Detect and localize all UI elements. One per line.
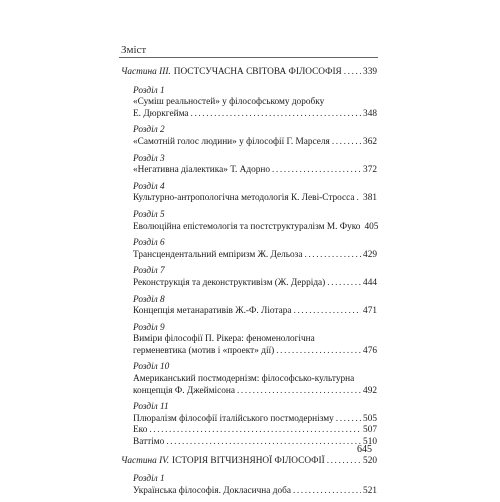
toc-entry-vattimo[interactable]	[121, 437, 377, 449]
toc-section-10[interactable]	[121, 362, 377, 397]
entry-title: Еко	[133, 425, 148, 436]
dot-leader	[332, 137, 361, 149]
dot-leader	[344, 67, 361, 79]
page-number: 348	[363, 108, 377, 119]
page-number: 507	[363, 425, 377, 436]
section-title-line: Е. Дюркгейма	[133, 108, 189, 119]
page-number: 492	[363, 385, 377, 396]
section-title-line: «Суміш реальностей» у філософському доробку	[133, 97, 325, 108]
section-label: Розділ 8	[133, 294, 165, 305]
toc-section-7[interactable]	[121, 266, 377, 289]
part-title: ПОСТСУЧАСНА СВІТОВА ФІЛОСОФІЯ	[173, 67, 342, 77]
part-title: ІСТОРІЯ ВІТЧИЗНЯНОЇ ФІЛОСОФІЇ	[172, 455, 325, 466]
page-number: 471	[363, 306, 377, 317]
toc-section-9[interactable]	[121, 323, 377, 358]
section-title-line: Трансцендентальний емпіризм Ж. Дельоза	[133, 249, 303, 260]
page-number: 521	[363, 485, 377, 496]
dot-leader	[191, 109, 361, 121]
section-label: Розділ 4	[133, 181, 165, 192]
dot-leader	[293, 486, 361, 498]
toc-section-5[interactable]	[121, 210, 377, 233]
page-number: 381	[363, 193, 377, 204]
section-title-line: Американський постмодернізм: філософсько-культурна	[133, 374, 355, 385]
section-title-line: Українська філософія. Докласична доба	[133, 485, 291, 496]
section-label: Розділ 6	[133, 238, 165, 249]
page-number: 510	[363, 437, 377, 448]
page-number: 362	[363, 136, 377, 147]
toc-entry-eco[interactable]	[121, 425, 377, 437]
section-title-line: Реконструкція та деконструктивізм (Ж. Дерріда)	[133, 277, 326, 288]
dot-leader	[294, 306, 361, 318]
section-label: Розділ 3	[133, 153, 165, 164]
toc-section-1[interactable]	[121, 86, 377, 121]
toc-section-4[interactable]	[121, 182, 377, 205]
section-label: Розділ 5	[133, 209, 165, 220]
section-label: Розділ 9	[133, 322, 165, 333]
dot-leader	[276, 346, 361, 358]
dot-leader	[327, 278, 361, 290]
section-label: Розділ 2	[133, 125, 165, 136]
section-title-line: Концепція метанаративів Ж.-Ф. Ліотара	[133, 306, 292, 317]
table-of-contents	[121, 67, 377, 502]
page-number-footer: 645	[357, 444, 372, 455]
part-label: Частина IV.	[121, 455, 170, 466]
dot-leader	[237, 386, 361, 398]
page-number: 429	[363, 249, 377, 260]
page-number: 505	[363, 413, 377, 424]
section-title-line: Еволюційна епістемологія та постструктуралізм М. Фуко	[133, 221, 361, 232]
section-title-line: «Самотній голос людини» у філософії Г. Марселя	[133, 136, 330, 147]
toc-part-4[interactable]	[121, 456, 377, 468]
dot-leader	[149, 425, 361, 437]
toc-part4-section-1[interactable]	[121, 474, 377, 497]
dot-leader	[336, 414, 361, 426]
section-title-line: концепція Ф. Джеймісона	[133, 385, 235, 396]
header-divider	[119, 57, 378, 58]
toc-section-3[interactable]	[121, 154, 377, 177]
dot-leader	[304, 250, 361, 262]
section-label: Розділ 11	[133, 402, 169, 413]
section-title-line: Виміри філософії П. Рікера: феноменологічна	[133, 334, 315, 345]
toc-section-11[interactable]	[121, 402, 377, 425]
section-label: Розділ 7	[133, 266, 165, 277]
toc-section-6[interactable]	[121, 238, 377, 261]
toc-section-2[interactable]	[121, 125, 377, 148]
section-title-line: герменевтика (мотив і «проект» дії)	[133, 345, 275, 356]
page-number: 444	[363, 277, 377, 288]
entry-title: Ваттімо	[133, 437, 165, 448]
page-number: 372	[363, 165, 377, 176]
section-title-line: «Негативна діалектика» Т. Адорно	[133, 165, 270, 176]
toc-section-8[interactable]	[121, 295, 377, 318]
toc-part-3[interactable]	[121, 67, 377, 79]
part-label: Частина ІІІ.	[121, 67, 171, 77]
dot-leader	[272, 165, 361, 177]
page-number: 476	[363, 345, 377, 356]
section-label: Розділ 1	[133, 474, 165, 485]
running-header: Зміст	[121, 44, 147, 56]
page-number: 520	[363, 455, 377, 466]
dot-leader	[357, 193, 361, 205]
dot-leader	[166, 437, 361, 449]
page-number: 339	[363, 67, 377, 77]
section-label: Розділ 1	[133, 85, 165, 96]
dot-leader	[327, 456, 361, 468]
page-number: 405	[364, 221, 379, 232]
section-title-line: Культурно-антропологічна методологія К. Леві-Стросса	[133, 193, 355, 204]
section-title-line: Плюралізм філософії італійського постмодернізму	[133, 413, 334, 424]
section-label: Розділ 10	[133, 362, 170, 373]
